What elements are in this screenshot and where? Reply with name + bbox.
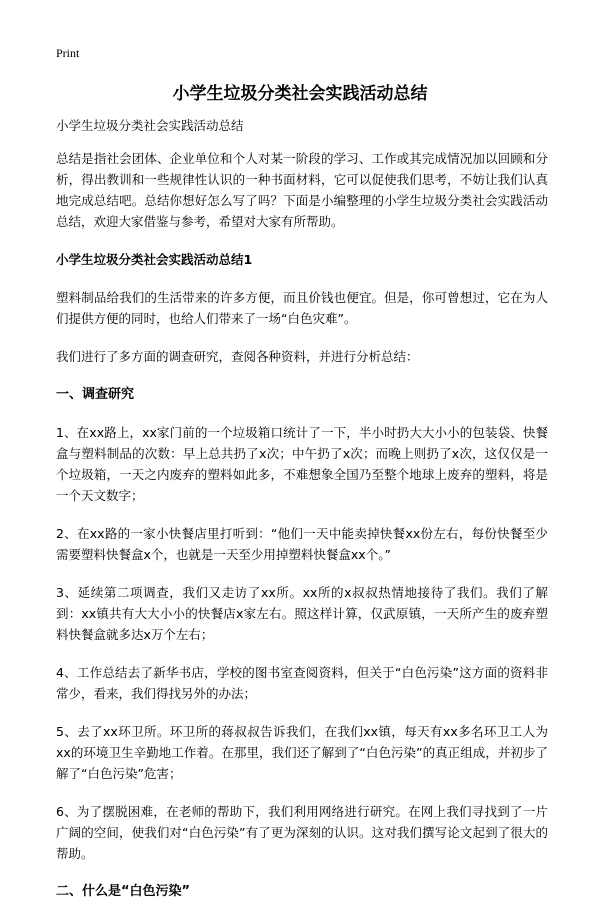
list-item: 5、去了xx环卫所。环卫所的蒋叔叔告诉我们，在我们xx镇，每天有xx多名环卫工人为xx的环境卫生辛勤地工作着。在那里，我们还了解到了“白色污染”的真正组成，并初步了解了“白色污染”危害； [56, 724, 548, 781]
list-item: 1、在xx路上，xx家门前的一个垃圾箱口统计了一下，半小时扔大大小小的包装袋、快餐盒与塑料制品的次数：早上总共扔了x次；中午扔了x次；而晚上则扔了x次，这仅仅是一个垃圾箱，一天之内废弃的塑料如此多，不难想象全国乃至整个地球上废弃的塑料，将是一个天文数字； [56, 425, 548, 503]
print-link[interactable]: Print [56, 46, 80, 60]
page-title: 小学生垃圾分类社会实践活动总结 [172, 84, 428, 104]
section-heading: 一、调查研究 [56, 387, 135, 402]
document-subtitle: 小学生垃圾分类社会实践活动总结 [56, 118, 244, 133]
intro-paragraph: 总结是指社会团体、企业单位和个人对某一阶段的学习、工作或其完成情况加以回顾和分析，得出教训和一些规律性认识的一种书面材料，它可以促使我们思考，不妨让我们认真地完成总结吧。总结你想好怎么写了吗？下面是小编整理的小学生垃圾分类社会实践活动总结，欢迎大家借鉴与参考，希望对大家有所帮助。 [56, 151, 548, 229]
list-item: 4、工作总结去了新华书店，学校的图书室查阅资料，但关于“白色污染”这方面的资料非常少，看来，我们得找另外的办法； [56, 665, 548, 701]
list-item: 3、延续第二项调查，我们又走访了xx所。xx所的x叔叔热情地接待了我们。我们了解到：xx镇共有大大小小的快餐店x家左右。照这样计算，仅武原镇，一天所产生的废弃塑料快餐盒就多达x万个左右； [56, 585, 548, 642]
paragraph: 塑料制品给我们的生活带来的许多方便，而且价钱也便宜。但是，你可曾想过，它在为人们提供方便的同时，也给人们带来了一场“白色灾难”。 [56, 290, 548, 326]
section-heading: 二、什么是“白色污染” [56, 884, 191, 899]
paragraph: 我们进行了多方面的调查研究，查阅各种资料，并进行分析总结： [56, 349, 419, 364]
list-item: 2、在xx路的一家小快餐店里打听到：“他们一天中能卖掉快餐xx份左右，每份快餐至少需要塑料快餐盒x个，也就是一天至少用掉塑料快餐盒xx个。” [56, 526, 548, 562]
article-body [56, 115, 548, 919]
article-heading: 小学生垃圾分类社会实践活动总结1 [56, 252, 253, 267]
list-item: 6、为了摆脱困难，在老师的帮助下，我们利用网络进行研究。在网上我们寻找到了一片广阔的空间，使我们对“白色污染”有了更为深刻的认识。这对我们撰写论文起到了很大的帮助。 [56, 804, 548, 861]
